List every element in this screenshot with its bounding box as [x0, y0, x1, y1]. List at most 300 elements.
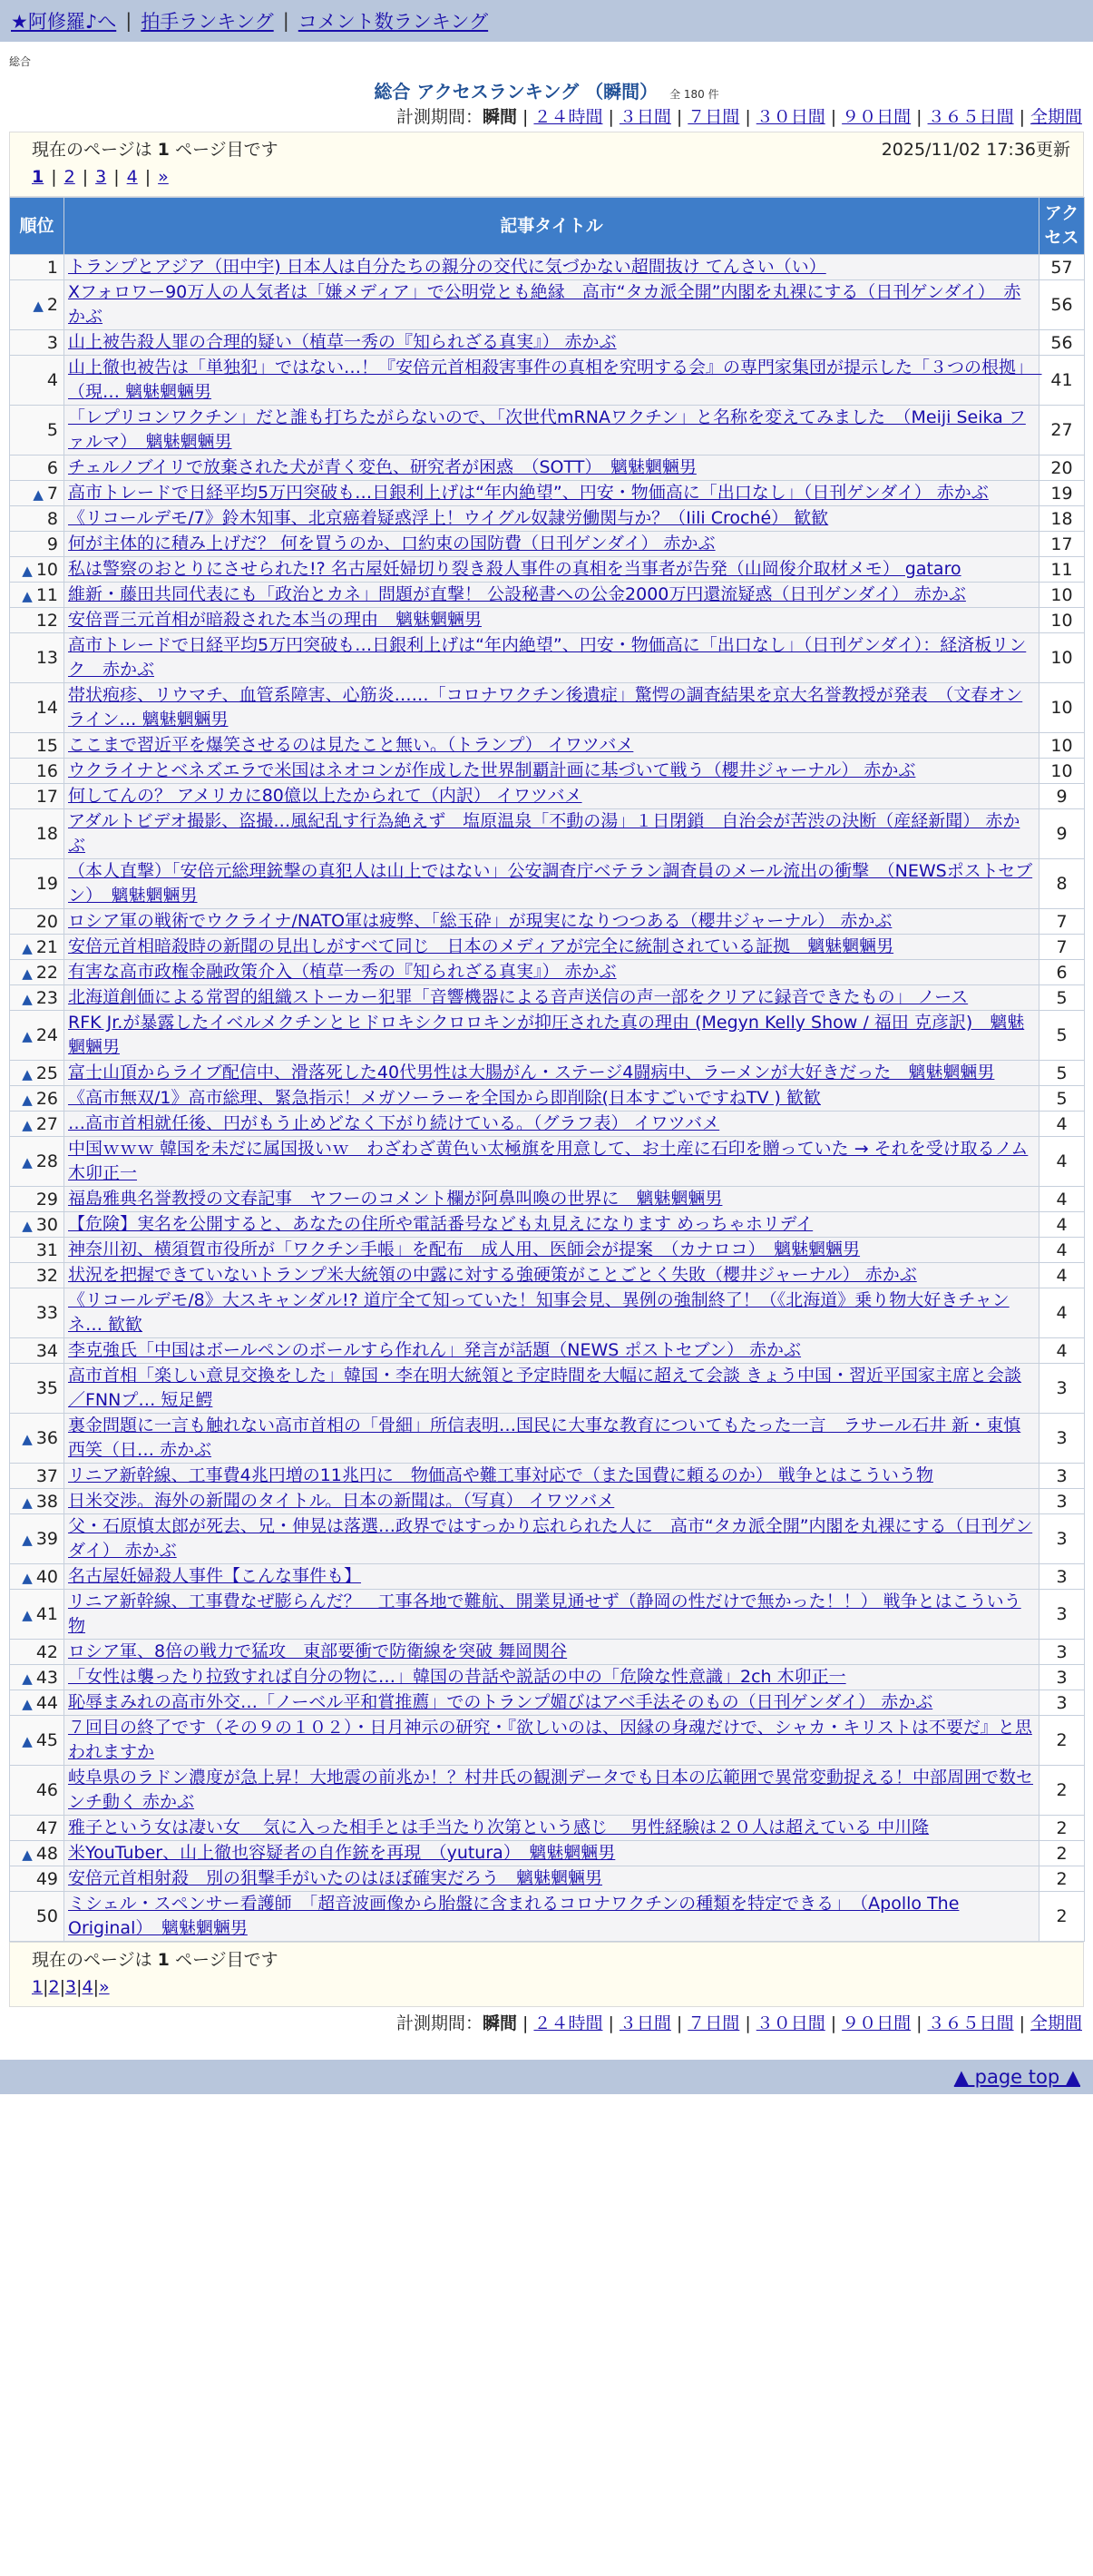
title-cell: [64, 1892, 1039, 1942]
period-separator: |: [608, 2013, 614, 2033]
up-arrow-icon: ▲: [22, 1569, 33, 1586]
up-arrow-icon: ▲: [22, 1532, 33, 1548]
up-arrow-icon: ▲: [22, 562, 33, 579]
table-row: [10, 1892, 1085, 1942]
article-link[interactable]: 恥辱まみれの高市外交…「ノーベル平和賞推薦」でのトランプ媚びはアベ手法そのもの（日刊ゲンダイ） 赤かぶ: [68, 1692, 933, 1712]
rank-cell: [10, 683, 64, 733]
page-info-box-top: [9, 132, 1084, 197]
table-row: [10, 1338, 1085, 1364]
rank-number: 9: [46, 534, 58, 554]
current-page-text-bottom: 現在のページは 1 ページ目です: [32, 1950, 278, 1970]
rank-header: 順位: [10, 198, 64, 255]
article-link[interactable]: 雅子という女は凄い女 気に入った相手とは手当たり次第という感じ 男性経験は２０人は超えている 中川隆: [68, 1817, 930, 1837]
table-row: [10, 909, 1085, 935]
rank-cell: [10, 1414, 64, 1464]
rank-cell: [10, 255, 64, 280]
rank-cell: [10, 1590, 64, 1640]
article-link[interactable]: リニア新幹線、工事費なぜ膨らんだ？ 工事各地で難航、開業見通せず（静岡の性だけで無かった！！） 戦争とはこういう物: [68, 1592, 1021, 1636]
access-count: 10: [1039, 759, 1085, 784]
rank-cell: [10, 1086, 64, 1112]
up-arrow-icon: ▲: [22, 1217, 33, 1234]
table-row: [10, 1590, 1085, 1640]
rank-number: 2: [46, 295, 58, 315]
period-link[interactable]: ３日間: [619, 107, 671, 127]
article-link[interactable]: 中国ｗｗｗ 韓国を未だに属国扱いｗ わざわざ黄色い太極旗を用意して、お土産に石印を贈っていた → それを受け取るノム 木卯正一: [68, 1139, 1029, 1183]
title-cell: [64, 583, 1039, 608]
period-separator: |: [608, 107, 614, 127]
rank-cell: [10, 1238, 64, 1263]
table-row: [10, 1112, 1085, 1137]
access-count: 3: [1039, 1514, 1085, 1564]
rank-cell: [10, 1112, 64, 1137]
table-row: [10, 1187, 1085, 1212]
article-link[interactable]: 維新・藤田共同代表にも「政治とカネ」問題が直撃！ 公設秘書への公金2000万円還流疑惑（日刊ゲンダイ） 赤かぶ: [68, 584, 966, 604]
article-link[interactable]: 山上徹也被告は「単独犯」ではない…！『安倍元首相殺害事件の真相を究明する会』の専門家集団が提示した「３つの根拠」 （現… 魑魅魍魎男: [68, 358, 1042, 402]
period-separator: |: [1019, 107, 1025, 127]
article-link[interactable]: 「女性は襲ったり拉致すれば自分の物に…」韓国の昔話や説話の中の「危険な性意識」2ch 木卯正一: [68, 1667, 846, 1687]
ranking-table: [9, 197, 1085, 1942]
title-cell: [64, 1011, 1039, 1061]
rank-number: 16: [35, 760, 58, 781]
current-page-text: 現在のページは 1 ページ目です: [32, 140, 278, 160]
table-row: [10, 759, 1085, 784]
table-row: [10, 506, 1085, 532]
article-link[interactable]: ７回目の終了です（その９の１０２）・日月神示の研究・『欲しいのは、因縁の身魂だけで、シャカ・キリストは不要だ』と思われますか: [68, 1718, 1032, 1762]
access-count: 9: [1039, 784, 1085, 809]
rank-cell: [10, 1866, 64, 1892]
page-separator: |: [59, 1977, 65, 1997]
article-link[interactable]: ロシア軍、8倍の戦力で猛攻 東部要衝で防衛線を突破 舞岡関谷: [68, 1641, 568, 1661]
table-row: [10, 356, 1085, 406]
period-link[interactable]: ７日間: [688, 107, 740, 127]
title-cell: [64, 1112, 1039, 1137]
period-link[interactable]: ７日間: [688, 2013, 740, 2033]
period-current: 瞬間: [483, 107, 518, 127]
page-link[interactable]: 2: [48, 1977, 60, 1997]
article-link[interactable]: 日米交渉。海外の新聞のタイトル。日本の新聞は。（写真） イワツバメ: [68, 1491, 615, 1511]
access-count: 4: [1039, 1238, 1085, 1263]
rank-cell: [10, 1665, 64, 1690]
article-link[interactable]: トランプとアジア（田中宇) 日本人は自分たちの親分の交代に気づかない超間抜け てんさい（い）: [68, 257, 826, 277]
rank-cell: [10, 733, 64, 759]
page-link[interactable]: 2: [63, 167, 75, 187]
rank-cell: [10, 1011, 64, 1061]
rank-number: 19: [35, 874, 58, 894]
title-cell: [64, 1590, 1039, 1640]
page-link[interactable]: 3: [65, 1977, 77, 1997]
period-separator: |: [745, 2013, 751, 2033]
table-row: [10, 784, 1085, 809]
rank-cell: [10, 633, 64, 683]
rank-cell: [10, 1137, 64, 1187]
rank-number: 13: [35, 648, 58, 668]
rank-number: 42: [35, 1641, 58, 1662]
page-separator: |: [93, 1977, 99, 1997]
article-link[interactable]: 北海道創価による常習的組織ストーカー犯罪「音響機器による音声送信の声一部をクリアに録音できたもの」 ノース: [68, 987, 969, 1007]
up-arrow-icon: ▲: [22, 1154, 33, 1170]
page-separator: |: [43, 1977, 49, 1997]
article-link[interactable]: 富士山頂からライブ配信中、滑落死した40代男性は大腸がん・ステージ4闘病中、ラーメンが大好きだった 魑魅魍魎男: [68, 1063, 995, 1082]
table-row: [10, 583, 1085, 608]
rank-number: 48: [35, 1843, 58, 1864]
rank-number: 18: [35, 824, 58, 844]
table-row: [10, 1364, 1085, 1414]
table-row: [10, 532, 1085, 557]
table-row: [10, 1564, 1085, 1590]
table-row: [10, 330, 1085, 356]
rank-number: 34: [35, 1340, 58, 1361]
period-link[interactable]: ３０日間: [756, 107, 825, 127]
access-count: 56: [1039, 330, 1085, 356]
rank-number: 14: [35, 698, 58, 718]
up-arrow-icon: ▲: [22, 1065, 33, 1082]
up-arrow-icon: ▲: [22, 1431, 33, 1447]
rank-cell: [10, 784, 64, 809]
title-cell: [64, 506, 1039, 532]
bottom-bar: [0, 2060, 1093, 2094]
article-link[interactable]: 何が主体的に積み上げだ？ 何を買うのか、口約束の国防費（日刊ゲンダイ） 赤かぶ: [68, 534, 716, 553]
period-selector-bottom: [0, 2009, 1093, 2038]
article-link[interactable]: 名古屋妊婦殺人事件【こんな事件も】: [68, 1566, 362, 1586]
access-count: 3: [1039, 1690, 1085, 1716]
rank-number: 23: [35, 987, 58, 1008]
article-link[interactable]: ウクライナとベネズエラで米国はネオコンが作成した世界制覇計画に基づいて戦う（櫻井ジャーナル） 赤かぶ: [68, 760, 916, 780]
page-separator: |: [82, 167, 89, 187]
period-link[interactable]: ９０日間: [842, 107, 912, 127]
article-link[interactable]: 「レプリコンワクチン」だと誰も打ちたがらないので、「次世代mRNAワクチン」と名称を変えてみました （Meiji Seika ファルマ） 魑魅魍魎男: [68, 407, 1026, 452]
article-link[interactable]: 《リコールデモ/8》大スキャンダル!? 道庁全て知っていた！知事会見、異例の強制終了！（《北海道》乗り物大好きチャンネ… 歓歓: [68, 1290, 1010, 1335]
title-cell: [64, 683, 1039, 733]
nav-clap-ranking-link[interactable]: 拍手ランキング: [141, 11, 274, 33]
rank-cell: [10, 759, 64, 784]
period-separator: |: [830, 107, 837, 127]
access-count: 10: [1039, 583, 1085, 608]
period-link[interactable]: 全期間: [1030, 2013, 1082, 2033]
title-cell: [64, 1338, 1039, 1364]
access-count: 5: [1039, 1061, 1085, 1086]
table-row: [10, 809, 1085, 859]
rank-number: 46: [35, 1780, 58, 1800]
rank-cell: [10, 859, 64, 909]
period-separator: |: [916, 107, 922, 127]
access-count: 2: [1039, 1816, 1085, 1841]
page-link[interactable]: 4: [126, 167, 138, 187]
article-link[interactable]: 《リコールデモ/7》鈴木知事、北京癌着疑惑浮上！ウイグル奴隷労働関与か？（Iili Croché） 歓歓: [68, 508, 829, 528]
rank-cell: [10, 1564, 64, 1590]
table-row: [10, 1489, 1085, 1514]
article-link[interactable]: 安倍晋三元首相が暗殺された本当の理由 魑魅魍魎男: [68, 610, 483, 630]
article-link[interactable]: 状況を把握できていないトランプ米大統領の中露に対する強硬策がことごとく失敗（櫻井ジャーナル） 赤かぶ: [68, 1265, 917, 1285]
rank-number: 38: [35, 1491, 58, 1512]
table-row: [10, 280, 1085, 330]
article-link[interactable]: ロシア軍の戦術でウクライナ/NATO軍は疲弊、「総玉砕」が現実になりつつある（櫻井ジャーナル） 赤かぶ: [68, 911, 893, 931]
rank-number: 37: [35, 1465, 58, 1486]
rank-cell: [10, 1212, 64, 1238]
table-row: [10, 1841, 1085, 1866]
page-link[interactable]: 3: [95, 167, 107, 187]
article-link[interactable]: Xフォロワー90万人の人気者は「嫌メディア」で公明党とも絶縁 高市“タカ派全開”内閣を丸裸にする（日刊ゲンダイ） 赤かぶ: [68, 282, 1021, 327]
page-link-current[interactable]: 1: [32, 1977, 44, 1997]
table-row: [10, 255, 1085, 280]
table-row: [10, 859, 1085, 909]
rank-cell: [10, 583, 64, 608]
rank-number: 27: [35, 1113, 58, 1134]
rank-cell: [10, 455, 64, 481]
pagination-bottom: [32, 1974, 1070, 2001]
access-count: 41: [1039, 356, 1085, 406]
access-count: 5: [1039, 985, 1085, 1011]
next-page-link[interactable]: »: [99, 1977, 110, 1997]
article-link[interactable]: 《高市無双/1》高市総理、緊急指示！メガソーラーを全国から即削除(日本すごいですねTV ) 歓歓: [68, 1088, 821, 1108]
article-link[interactable]: 高市首相「楽しい意見交換をした」韓国・李在明大統領と予定時間を大幅に超えて会談 きょう中国・習近平国家主席と会談／FNNプ… 短足鰐: [68, 1366, 1022, 1410]
access-count: 3: [1039, 1590, 1085, 1640]
article-link[interactable]: 安倍元首相射殺 別の狙撃手がいたのはほぼ確実だろう 魑魅魍魎男: [68, 1868, 603, 1888]
article-link[interactable]: 有害な高市政権金融政策介入（植草一秀の『知られざる真実』） 赤かぶ: [68, 962, 617, 982]
access-count: 57: [1039, 255, 1085, 280]
period-selector-top: [0, 103, 1093, 132]
rank-number: 39: [35, 1529, 58, 1549]
rank-number: 7: [46, 483, 58, 504]
period-link[interactable]: ３日間: [619, 2013, 671, 2033]
article-link[interactable]: 山上被告殺人罪の合理的疑い（植草一秀の『知られざる真実』） 赤かぶ: [68, 332, 617, 352]
article-link[interactable]: アダルトビデオ撮影、盗撮…風紀乱す行為絶えず 塩原温泉「不動の湯」１日閉鎖 自治会が苦渋の決断（産経新聞） 赤かぶ: [68, 811, 1020, 856]
table-row: [10, 633, 1085, 683]
article-link[interactable]: 帯状疱疹、リウマチ、血管系障害、心筋炎……「コロナワクチン後遺症」驚愕の調査結果を京大名誉教授が発表 （文春オンライン… 魑魅魍魎男: [68, 685, 1023, 730]
article-link[interactable]: 【危険】実名を公開すると、あなたの住所や電話番号なども丸見えになります めっちゃホリデイ: [68, 1214, 814, 1234]
page-link-current[interactable]: 1: [32, 167, 44, 187]
table-row: [10, 1086, 1085, 1112]
article-link[interactable]: チェルノブイリで放棄された犬が青く変色、研究者が困惑 （SOTT） 魑魅魍魎男: [68, 457, 697, 477]
article-link[interactable]: 米YouTuber、山上徹也容疑者の自作銃を再現 （yutura） 魑魅魍魎男: [68, 1843, 616, 1863]
rank-cell: [10, 356, 64, 406]
article-link[interactable]: 高市トレードで日経平均5万円突破も…日銀利上げは“年内絶望”、円安・物価高に「出口なし」（日刊ゲンダイ）：経済板リンク 赤かぶ: [68, 635, 1027, 680]
rank-cell: [10, 1187, 64, 1212]
up-arrow-icon: ▲: [22, 1695, 33, 1712]
up-arrow-icon: ▲: [22, 939, 33, 956]
rank-number: 24: [35, 1025, 58, 1045]
period-separator: |: [830, 2013, 837, 2033]
article-link[interactable]: （本人直撃）「安倍元総理銃撃の真犯人は山上ではない」公安調査庁ベテラン調査員のメール流出の衝撃 （NEWSポストセブン） 魑魅魍魎男: [68, 861, 1033, 906]
title-cell: [64, 859, 1039, 909]
title-cell: [64, 255, 1039, 280]
access-count: 10: [1039, 608, 1085, 633]
table-row: [10, 1011, 1085, 1061]
rank-number: 43: [35, 1667, 58, 1688]
title-cell: [64, 1288, 1039, 1338]
access-count: 20: [1039, 455, 1085, 481]
table-row: [10, 406, 1085, 455]
page-top-link[interactable]: ▲ page top ▲: [953, 2066, 1080, 2088]
table-row: [10, 1238, 1085, 1263]
access-count: 7: [1039, 935, 1085, 960]
access-count: 4: [1039, 1338, 1085, 1364]
period-link[interactable]: ３０日間: [756, 2013, 825, 2033]
access-count: 10: [1039, 633, 1085, 683]
rank-number: 8: [46, 508, 58, 529]
rank-cell: [10, 506, 64, 532]
rank-cell: [10, 1489, 64, 1514]
rank-number: 11: [35, 584, 58, 605]
title-cell: [64, 481, 1039, 506]
rank-number: 10: [35, 559, 58, 580]
article-link[interactable]: 神奈川初、横須賀市役所が「ワクチン手帳」を配布 成人用、医師会が提案 （カナロコ） 魑魅魍魎男: [68, 1239, 861, 1259]
table-row: [10, 1514, 1085, 1564]
page-separator: |: [113, 167, 120, 187]
access-count: 8: [1039, 859, 1085, 909]
title-cell: [64, 1816, 1039, 1841]
rank-number: 33: [35, 1303, 58, 1323]
period-separator: |: [916, 2013, 922, 2033]
period-link[interactable]: ２４時間: [533, 107, 603, 127]
period-separator: |: [1019, 2013, 1025, 2033]
article-link[interactable]: 安倍元首相暗殺時の新聞の見出しがすべて同じ 日本のメディアが完全に統制されている証拠 魑魅魍魎男: [68, 936, 894, 956]
title-cell: [64, 1137, 1039, 1187]
period-label: 計測期間：: [396, 107, 483, 127]
access-count: 4: [1039, 1212, 1085, 1238]
page-separator: |: [144, 167, 151, 187]
article-link[interactable]: 私は警察のおとりにさせられた!? 名古屋妊婦切り裂き殺人事件の真相を当事者が告発（山岡俊介取材メモ） gataro: [68, 559, 961, 579]
rank-number: 50: [35, 1906, 58, 1926]
top-nav-bar: [0, 0, 1093, 42]
access-count: 3: [1039, 1564, 1085, 1590]
access-count: 18: [1039, 506, 1085, 532]
table-row: [10, 557, 1085, 583]
rank-cell: [10, 481, 64, 506]
period-label: 計測期間：: [396, 2013, 483, 2033]
title-cell: [64, 1841, 1039, 1866]
rank-cell: [10, 280, 64, 330]
title-cell: [64, 1866, 1039, 1892]
article-link[interactable]: 福島雅典名誉教授の文春記事 ヤフーのコメント欄が阿鼻叫喚の世界に 魑魅魍魎男: [68, 1189, 723, 1209]
access-count: 17: [1039, 532, 1085, 557]
up-arrow-icon: ▲: [22, 1846, 33, 1863]
period-link[interactable]: 全期間: [1030, 107, 1082, 127]
access-count: 4: [1039, 1288, 1085, 1338]
table-row: [10, 1640, 1085, 1665]
rank-cell: [10, 1364, 64, 1414]
title-cell: [64, 733, 1039, 759]
rank-number: 3: [46, 332, 58, 353]
up-arrow-icon: ▲: [22, 1733, 33, 1749]
period-separator: |: [522, 2013, 529, 2033]
period-link[interactable]: ３６５日間: [927, 107, 1014, 127]
title-cell: [64, 1489, 1039, 1514]
rank-number: 28: [35, 1151, 58, 1171]
period-link[interactable]: ３６５日間: [927, 2013, 1014, 2033]
rank-number: 4: [46, 370, 58, 390]
article-link[interactable]: 李克強氏「中国はボールペンのボールすら作れん」発言が話題（NEWS ポストセブン） 赤かぶ: [68, 1340, 802, 1360]
period-separator: |: [676, 2013, 683, 2033]
article-link[interactable]: 岐阜県のラドン濃度が急上昇！大地震の前兆か！？村井氏の観測データでも日本の広範囲で異常変動捉える！中部周囲で数センチ動く 赤かぶ: [68, 1768, 1034, 1812]
rank-number: 31: [35, 1239, 58, 1260]
access-count: 4: [1039, 1112, 1085, 1137]
title-cell: [64, 1514, 1039, 1564]
article-link[interactable]: 裏金問題に一言も触れない高市首相の「骨細」所信表明…国民に大事な教育についてもたった一言 ラサール石井 新・東慎西笑（日… 赤かぶ: [68, 1415, 1021, 1460]
rank-number: 32: [35, 1265, 58, 1286]
access-count: 4: [1039, 1187, 1085, 1212]
table-row: [10, 1288, 1085, 1338]
table-row: [10, 455, 1085, 481]
page-info-box-bottom: [9, 1942, 1084, 2007]
title-cell: [64, 1766, 1039, 1816]
period-separator: |: [745, 107, 751, 127]
nav-separator: |: [125, 10, 132, 32]
rank-cell: [10, 1816, 64, 1841]
rank-number: 36: [35, 1428, 58, 1448]
article-link[interactable]: 父・石原慎太郎が死去、兄・伸晃は落選…政界ではすっかり忘れられた人に 高市“タカ派全開”内閣を丸裸にする（日刊ゲンダイ） 赤かぶ: [68, 1516, 1033, 1561]
table-row: [10, 1665, 1085, 1690]
access-count: 2: [1039, 1716, 1085, 1766]
rank-number: 20: [35, 911, 58, 932]
article-link[interactable]: RFK Jr.が暴露したイベルメクチンとヒドロキシクロロキンが抑圧された真の理由 (Megyn Kelly Show / 福田 克彦訳) 魑魅魍魎男: [68, 1013, 1025, 1057]
title-cell: [64, 1564, 1039, 1590]
title-cell: [64, 1061, 1039, 1086]
page-separator: |: [51, 167, 57, 187]
rank-number: 22: [35, 962, 58, 983]
rank-number: 47: [35, 1817, 58, 1838]
nav-comment-ranking-link[interactable]: コメント数ランキング: [298, 11, 489, 33]
title-cell: [64, 532, 1039, 557]
article-link[interactable]: 高市トレードで日経平均5万円突破も…日銀利上げは“年内絶望”、円安・物価高に「出口なし」（日刊ゲンダイ） 赤かぶ: [68, 483, 989, 503]
article-link[interactable]: 何してんの？ アメリカに80億以上たかられて（内訳） イワツバメ: [68, 786, 582, 806]
article-link[interactable]: …高市首相就任後、円がもう止めどなく下がり続けている。（グラフ表） イワツバメ: [68, 1113, 720, 1133]
next-page-link[interactable]: »: [158, 167, 169, 187]
title-cell: [64, 633, 1039, 683]
title-cell: [64, 809, 1039, 859]
period-separator: |: [522, 107, 529, 127]
title-cell: [64, 759, 1039, 784]
page-link[interactable]: 4: [82, 1977, 93, 1997]
rank-cell: [10, 809, 64, 859]
table-row: [10, 1766, 1085, 1816]
rank-cell: [10, 608, 64, 633]
rank-cell: [10, 532, 64, 557]
article-link[interactable]: リニア新幹線、工事費4兆円増の11兆円に 物価高や難工事対応で（また国費に頼るのか） 戦争とはこういう物: [68, 1465, 933, 1485]
access-count: 10: [1039, 733, 1085, 759]
title-cell: [64, 330, 1039, 356]
title-cell: [64, 1187, 1039, 1212]
nav-separator: |: [282, 10, 289, 32]
title-cell: [64, 985, 1039, 1011]
access-count: 4: [1039, 1263, 1085, 1288]
period-link[interactable]: ２４時間: [533, 2013, 603, 2033]
up-arrow-icon: ▲: [22, 965, 33, 982]
rank-number: 45: [35, 1730, 58, 1750]
page-separator: |: [76, 1977, 83, 1997]
rank-cell: [10, 1514, 64, 1564]
access-count: 5: [1039, 1086, 1085, 1112]
table-row: [10, 1866, 1085, 1892]
access-count: 10: [1039, 683, 1085, 733]
table-row: [10, 1464, 1085, 1489]
title-cell: [64, 1238, 1039, 1263]
access-count: 2: [1039, 1766, 1085, 1816]
access-count: 6: [1039, 960, 1085, 985]
title-cell: [64, 909, 1039, 935]
title-cell: [64, 557, 1039, 583]
period-link[interactable]: ９０日間: [842, 2013, 912, 2033]
up-arrow-icon: ▲: [22, 1091, 33, 1108]
title-cell: [64, 1464, 1039, 1489]
up-arrow-icon: ▲: [22, 1670, 33, 1687]
article-link[interactable]: ここまで習近平を爆笑させるのは見たこと無い。（トランプ） イワツバメ: [68, 735, 634, 755]
rank-number: 40: [35, 1566, 58, 1587]
up-arrow-icon: ▲: [33, 298, 44, 314]
access-count: 2: [1039, 1892, 1085, 1942]
article-link[interactable]: ミシェル・スペンサー看護師 「超音波画像から胎盤に含まれるコロナワクチンの種類を特定できる」 （Apollo The Original） 魑魅魍魎男: [68, 1894, 960, 1938]
nav-home-link[interactable]: ★阿修羅♪へ: [11, 11, 117, 33]
rank-number: 44: [35, 1692, 58, 1713]
